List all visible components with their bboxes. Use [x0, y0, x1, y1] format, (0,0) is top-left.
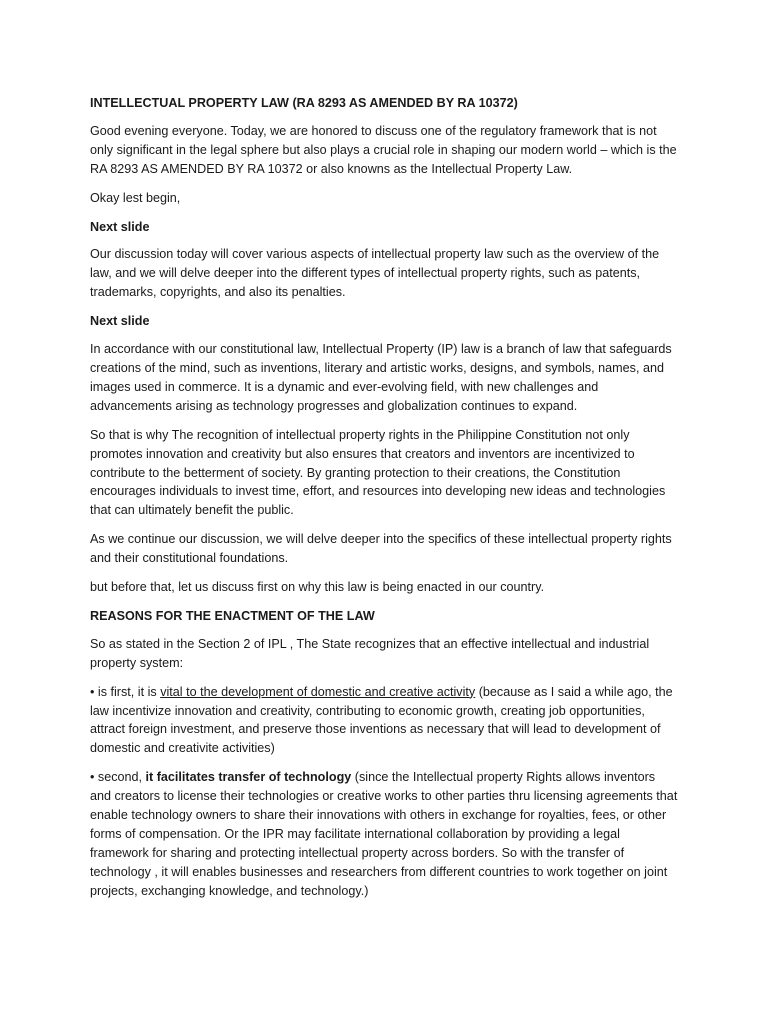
reasons-heading: REASONS FOR THE ENACTMENT OF THE LAW — [90, 608, 375, 623]
next-slide-label: Next slide — [90, 219, 150, 234]
definition-paragraph: In accordance with our constitutional law, Intellectual Property (IP) law is a branch of law that safeguards creations of the mind, such as inventions, literary and artistic works, designs, and symbols, names, and images used in commerce. It is a dynamic and ever-evolving field, with new challenges and advancements arising as technology progresses and globalization continues to expand. — [90, 342, 672, 413]
bullet-text: (since the Intellectual property Rights allows inventors and creators to license their technologies or creative works to other parties thru licensing agreements that enable technology owners to share their innovations with others in exchange for royalties, fees, or other forms of compensation. Or the IPR may facilitate international collaboration by providing a legal framework for sharing and protecting intellectual property across borders. So with the transfer of technology , it will enables businesses and researchers from different countries to work together on joint projects, exchanging knowledge, and technology.) — [90, 770, 678, 898]
section2-paragraph: So as stated in the Section 2 of IPL , The State recognizes that an effective intellectual and industrial property system: — [90, 636, 650, 670]
okay-line: Okay lest begin, — [90, 190, 181, 205]
bullet-prefix: • second, — [90, 770, 146, 785]
bullet-text: (because as I said a while ago, the law incentivize innovation and creativity, contributing to economic growth, creating job opportunities, attract foreign investment, and preserve those inventions as necessary that will lead to development of domestic and creativite activities) — [90, 684, 673, 756]
bullet-item-2 — [90, 768, 678, 900]
bullet-prefix: • is first, it is — [90, 684, 161, 699]
next-slide-label: Next slide — [90, 314, 150, 329]
recognition-paragraph: So that is why The recognition of intellectual property rights in the Philippine Constitution not only promotes innovation and creativity but also ensures that creators and inventors are incentivized to contribute to the betterment of society. By granting protection to their creations, the Constitution encourages individuals to invest time, effort, and resources into developing new ideas and technologies that can ultimately benefit the public. — [90, 427, 666, 518]
bullet-emphasis: it facilitates transfer of technology — [145, 770, 352, 785]
bullet-emphasis: vital to the development of domestic and creative activity — [160, 684, 476, 699]
continue-paragraph: As we continue our discussion, we will delve deeper into the specifics of these intellectual property rights and their constitutional foundations. — [90, 532, 672, 566]
before-paragraph: but before that, let us discuss first on why this law is being enacted in our country. — [90, 580, 545, 595]
bullet-item-1 — [90, 683, 678, 759]
overview-paragraph: Our discussion today will cover various aspects of intellectual property law such as the overview of the law, and we will delve deeper into the different types of intellectual property rights, such as patents, trademarks, copyrights, and also its penalties. — [90, 247, 660, 300]
intro-paragraph: Good evening everyone. Today, we are honored to discuss one of the regulatory framework that is not only significant in the legal sphere but also plays a crucial role in shaping our modern world – which is the RA 8293 AS AMENDED BY RA 10372 or also knowns as the Intellectual Property Law. — [90, 123, 677, 176]
document-title: INTELLECTUAL PROPERTY LAW (RA 8293 AS AMENDED BY RA 10372) — [90, 96, 518, 110]
